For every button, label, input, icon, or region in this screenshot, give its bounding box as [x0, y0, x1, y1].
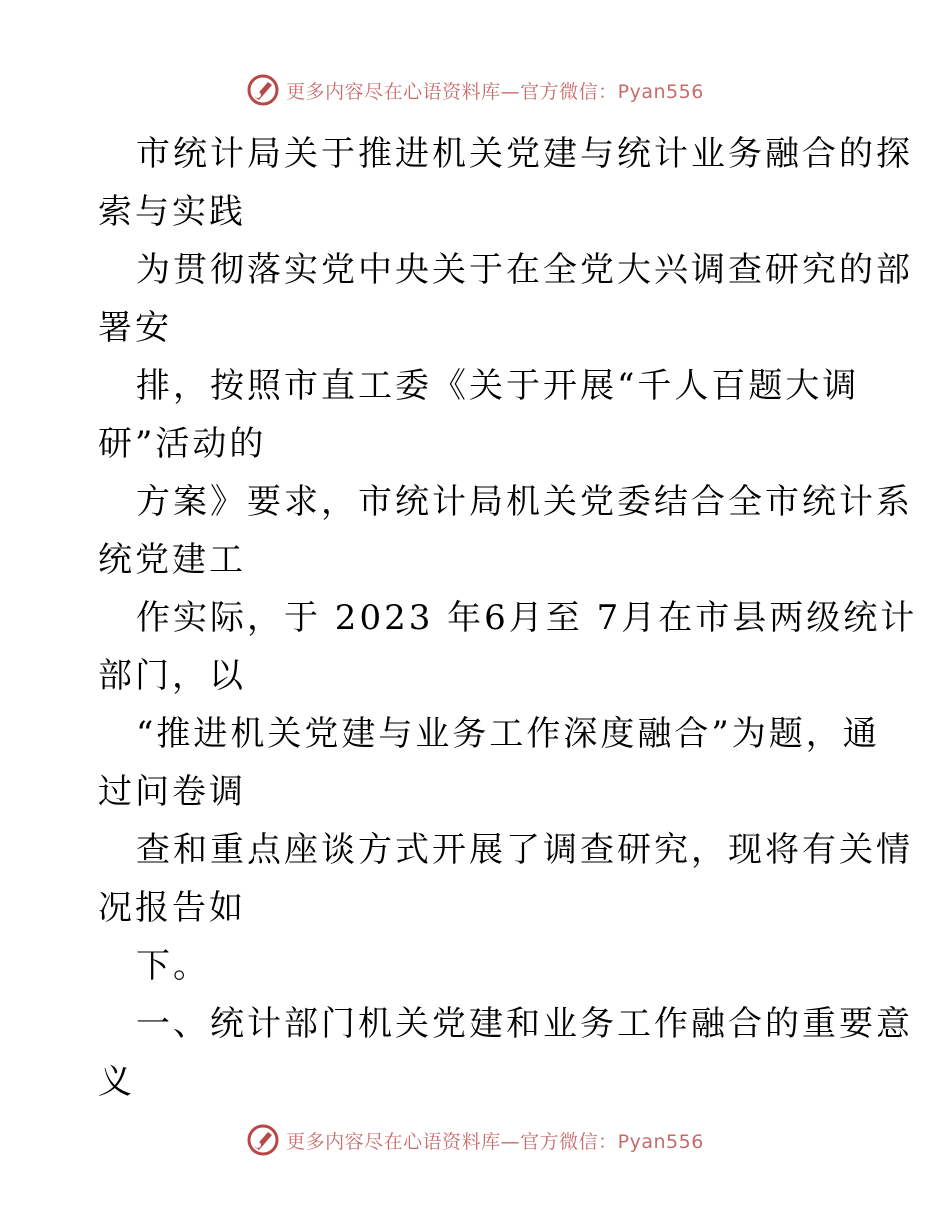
text-line: 方案》要求，市统计局机关党委结合全市统计系: [136, 482, 913, 522]
text-line: 索与实践: [98, 192, 246, 232]
text-line: 作实际，于 2023 年6月至 7月在市县两级统计: [136, 598, 918, 638]
header-watermark: [0, 70, 950, 110]
text-line: 况报告如: [98, 888, 246, 928]
footer-watermark: [0, 1120, 950, 1160]
text-line: 署安: [98, 308, 172, 348]
pen-seal-icon: [246, 1123, 280, 1157]
text-line: 排，按照市直工委《关于开展“千人百题大调: [136, 366, 860, 406]
text-line: 下。: [136, 946, 210, 986]
text-line: 部门，以: [98, 656, 246, 696]
text-line: “推进机关党建与业务工作深度融合”为题，通: [136, 714, 880, 754]
section-heading: 一、统计部门机关党建和业务工作融合的重要意: [136, 1004, 913, 1044]
document-body: [98, 125, 918, 1111]
pen-seal-icon: [246, 73, 280, 107]
text-line: 查和重点座谈方式开展了调查研究，现将有关情: [136, 830, 913, 870]
watermark-text: 更多内容尽在心语资料库—官方微信：Pyan556: [286, 80, 704, 103]
text-line: 为贯彻落实党中央关于在全党大兴调查研究的部: [136, 250, 913, 290]
text-line: 市统计局关于推进机关党建与统计业务融合的探: [136, 134, 913, 174]
text-line: 研”活动的: [98, 424, 267, 464]
text-line: 过问卷调: [98, 772, 246, 812]
watermark-text: 更多内容尽在心语资料库—官方微信：Pyan556: [286, 1130, 704, 1153]
text-line: 统党建工: [98, 540, 246, 580]
text-line: 义: [98, 1062, 135, 1102]
